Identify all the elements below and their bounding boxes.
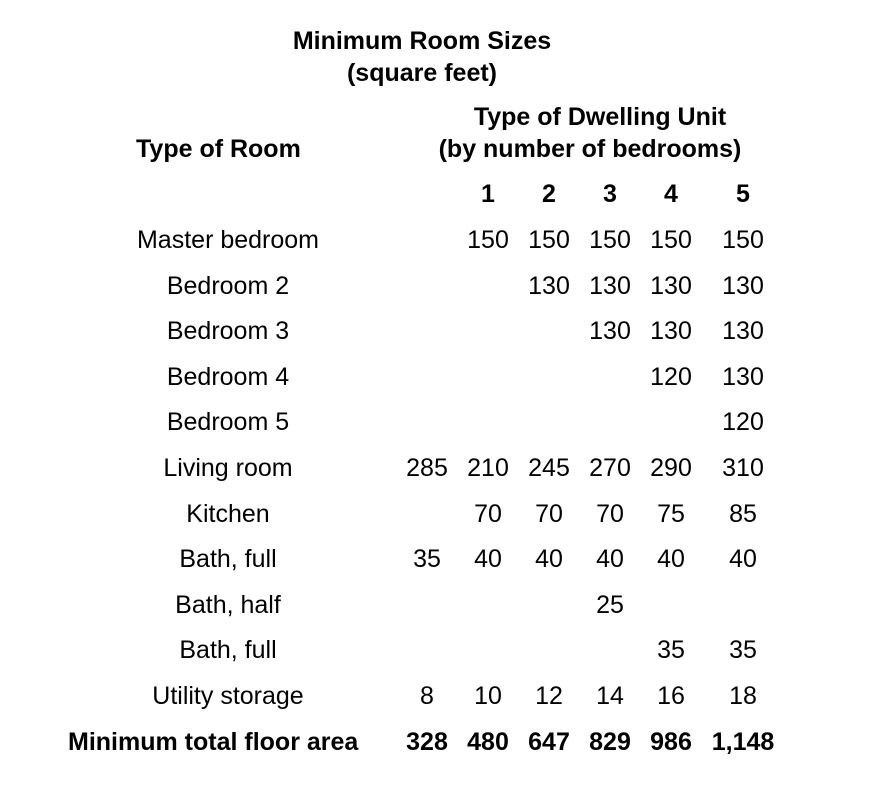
total-cell: 647 bbox=[528, 728, 570, 756]
table-cell: 120 bbox=[722, 408, 764, 436]
table-cell: 130 bbox=[650, 272, 692, 300]
table-cell: 35 bbox=[413, 545, 441, 573]
column-group-subtitle: (by number of bedrooms) bbox=[438, 135, 742, 163]
table-cell: 130 bbox=[722, 272, 764, 300]
table-cell: 270 bbox=[589, 454, 631, 482]
table-cell: 70 bbox=[535, 500, 563, 528]
table-cell: 310 bbox=[722, 454, 764, 482]
table-cell: 75 bbox=[657, 500, 685, 528]
table-cell: 150 bbox=[589, 226, 631, 254]
table-cell: 40 bbox=[474, 545, 502, 573]
table-cell: 12 bbox=[535, 682, 563, 710]
table-cell: 150 bbox=[722, 226, 764, 254]
row-label: Kitchen bbox=[186, 500, 270, 528]
row-label: Master bedroom bbox=[136, 226, 320, 254]
table-cell: 70 bbox=[474, 500, 502, 528]
page-subtitle: (square feet) bbox=[346, 59, 498, 87]
table-cell: 10 bbox=[474, 682, 502, 710]
table-cell: 210 bbox=[467, 454, 509, 482]
column-header-3: 3 bbox=[603, 180, 617, 208]
table-cell: 130 bbox=[589, 272, 631, 300]
table-cell: 130 bbox=[528, 272, 570, 300]
table-cell: 40 bbox=[729, 545, 757, 573]
total-cell: 1,148 bbox=[711, 728, 775, 756]
row-label: Bedroom 4 bbox=[166, 363, 290, 391]
table-cell: 150 bbox=[467, 226, 509, 254]
table-cell: 150 bbox=[528, 226, 570, 254]
table-cell: 16 bbox=[657, 682, 685, 710]
table-cell: 150 bbox=[650, 226, 692, 254]
total-cell: 328 bbox=[406, 728, 448, 756]
total-cell: 986 bbox=[650, 728, 692, 756]
table-cell: 8 bbox=[420, 682, 434, 710]
row-label: Bedroom 3 bbox=[166, 317, 290, 345]
row-label: Utility storage bbox=[152, 682, 304, 710]
table-cell: 25 bbox=[596, 591, 624, 619]
table-cell: 245 bbox=[528, 454, 570, 482]
table-cell: 40 bbox=[596, 545, 624, 573]
total-row-label: Minimum total floor area bbox=[68, 728, 359, 756]
page-title: Minimum Room Sizes bbox=[292, 27, 552, 55]
row-label: Bath, full bbox=[179, 545, 277, 573]
table-cell: 130 bbox=[650, 317, 692, 345]
table-cell: 130 bbox=[722, 317, 764, 345]
row-label: Living room bbox=[163, 454, 293, 482]
table-cell: 35 bbox=[657, 636, 685, 664]
row-label: Bedroom 5 bbox=[166, 408, 290, 436]
table-cell: 70 bbox=[596, 500, 624, 528]
table-cell: 130 bbox=[722, 363, 764, 391]
row-header-label: Type of Room bbox=[136, 135, 301, 163]
table-cell: 40 bbox=[535, 545, 563, 573]
column-group-title: Type of Dwelling Unit bbox=[473, 103, 727, 131]
row-label: Bedroom 2 bbox=[166, 272, 290, 300]
column-header-5: 5 bbox=[736, 180, 750, 208]
table-cell: 290 bbox=[650, 454, 692, 482]
column-header-2: 2 bbox=[542, 180, 556, 208]
column-header-1: 1 bbox=[481, 180, 495, 208]
row-label: Bath, full bbox=[179, 636, 277, 664]
row-label: Bath, half bbox=[175, 591, 281, 619]
table-cell: 40 bbox=[657, 545, 685, 573]
table-cell: 85 bbox=[729, 500, 757, 528]
total-cell: 480 bbox=[467, 728, 509, 756]
column-header-4: 4 bbox=[664, 180, 678, 208]
table-cell: 35 bbox=[729, 636, 757, 664]
total-cell: 829 bbox=[589, 728, 631, 756]
table-cell: 18 bbox=[729, 682, 757, 710]
table-cell: 130 bbox=[589, 317, 631, 345]
table-cell: 120 bbox=[650, 363, 692, 391]
table-cell: 14 bbox=[596, 682, 624, 710]
table-cell: 285 bbox=[406, 454, 448, 482]
